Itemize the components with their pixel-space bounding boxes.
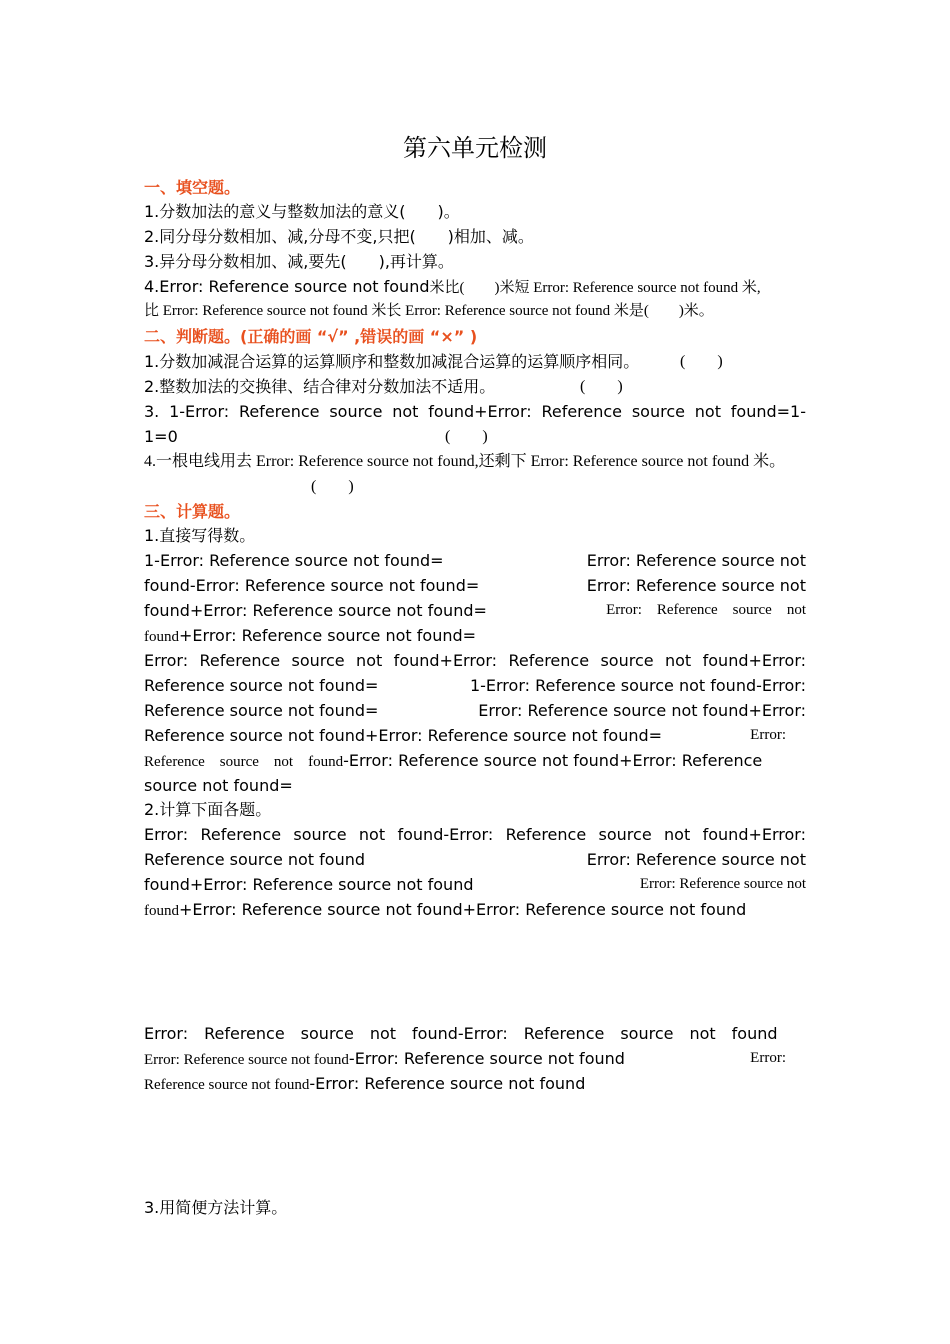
- calc-item: +Error: Reference source not found=: [179, 626, 477, 645]
- calc-item: Reference source not found=: [144, 676, 379, 695]
- calc-item: found: [144, 629, 179, 645]
- calc-item: 1-Error: Reference source not found-Error:: [469, 676, 806, 695]
- calc-line: [144, 1021, 806, 1046]
- calc-line: [144, 623, 806, 648]
- section-heading-calculation: 三、计算题。: [144, 502, 241, 521]
- calc-line: [144, 598, 806, 623]
- calc-item: -Error: Reference source not found+Error: Reference: [343, 751, 763, 770]
- calc-line: [144, 872, 806, 897]
- calc-item: Error: Reference source not: [586, 576, 806, 595]
- calc-line: [144, 673, 806, 698]
- calc-item: found+Error: Reference source not found=: [144, 601, 487, 620]
- calc-item: Error:: [750, 727, 786, 743]
- question-2-3: 3. 1-Error: Reference source not found+Error: Reference source not found=1-: [144, 402, 806, 421]
- calc-item: Error: Reference source not: [586, 551, 806, 570]
- question-1-2: [144, 224, 806, 249]
- calc-line: [144, 723, 806, 748]
- calc-item: Reference source not found=: [144, 701, 379, 720]
- calc-item: Error: Reference source not: [606, 602, 806, 618]
- calc-item: -Error: Reference source not found: [309, 1074, 586, 1093]
- calc-item: found: [144, 903, 179, 919]
- answer-paren: ( ): [580, 378, 623, 395]
- calc-item: Error: Reference source not found+Error:: [478, 701, 806, 720]
- page-title: 第六单元检测: [403, 134, 547, 162]
- calc-item: Reference source not found: [144, 1077, 310, 1093]
- sub-label-compute: 2.计算下面各题。: [144, 800, 272, 819]
- calc-line: [144, 1071, 806, 1096]
- question-2-4: 4.一根电线用去 Error: Reference source not found,还剩下 Error: Reference source not found 米。: [144, 453, 786, 470]
- calc-line: [144, 698, 806, 723]
- answer-paren: ( ): [680, 353, 723, 370]
- calc-item: Reference source not found: [144, 754, 344, 770]
- question-2-1: [144, 349, 806, 374]
- section-heading-true-false: 二、判断题。(正确的画 “√” ,错误的画 “×” ): [144, 327, 478, 346]
- calc-item: Error: Reference source not: [586, 850, 806, 869]
- section-heading-fill-blank: 一、填空题。: [144, 178, 241, 197]
- question-2-4-cont: [144, 474, 806, 499]
- calc-line: source not found=: [144, 776, 293, 795]
- question-2-3-cont: [144, 424, 806, 449]
- question-text: 2.同分母分数相加、减,分母不变,只把( )相加、减。: [144, 227, 534, 246]
- question-text: 3.异分母分数相加、减,要先( ),再计算。: [144, 252, 454, 271]
- question-1-1: [144, 199, 806, 224]
- question-text: 4.Error: Reference source not found: [144, 277, 430, 296]
- calc-item: Error: Reference source not found: [144, 1052, 349, 1068]
- calc-line: [144, 573, 806, 598]
- calc-item: Reference source not found: [144, 850, 366, 869]
- question-text: 米比( )米短 Error: Reference source not found 米,: [429, 280, 761, 296]
- calc-line: [144, 548, 806, 573]
- question-text: 1.分数加法的意义与整数加法的意义( )。: [144, 202, 460, 221]
- answer-paren: ( ): [311, 478, 354, 495]
- calc-line: Error: Reference source not found+Error: Reference source not found+Error:: [144, 651, 806, 670]
- calc-line: [144, 897, 806, 922]
- question-1-3: [144, 249, 806, 274]
- calc-item: Error:: [750, 1050, 786, 1066]
- calc-item: 1-Error: Reference source not found=: [144, 551, 444, 570]
- sub-label-simplify: 3.用简便方法计算。: [144, 1198, 288, 1217]
- calc-item: Error: Reference source not found-Error: Reference source not found: [144, 1024, 778, 1043]
- question-1-4-cont: 比 Error: Reference source not found 米长 Error: Reference source not found 米是( )米。: [144, 303, 714, 319]
- question-2-2: [144, 374, 806, 399]
- question-text: 1=0: [144, 427, 178, 446]
- calc-line: [144, 748, 806, 773]
- calc-item: +Error: Reference source not found+Error: Reference source not found: [179, 900, 747, 919]
- calc-line: [144, 847, 806, 872]
- calc-item: Error: Reference source not: [639, 876, 806, 892]
- question-1-4: [144, 274, 806, 299]
- calc-line: Error: Reference source not found-Error: Reference source not found+Error:: [144, 825, 806, 844]
- question-text: 2.整数加法的交换律、结合律对分数加法不适用。: [144, 377, 496, 396]
- calc-line: [144, 1046, 806, 1071]
- calc-item: found-Error: Reference source not found=: [144, 576, 480, 595]
- sub-label-direct: 1.直接写得数。: [144, 526, 256, 545]
- calc-item: found+Error: Reference source not found: [144, 875, 474, 894]
- question-text: 1.分数加减混合运算的运算顺序和整数加减混合运算的运算顺序相同。: [144, 352, 640, 371]
- calc-item: Reference source not found+Error: Reference source not found=: [144, 726, 663, 745]
- answer-paren: ( ): [445, 428, 488, 445]
- calc-item: -Error: Reference source not found: [348, 1049, 625, 1068]
